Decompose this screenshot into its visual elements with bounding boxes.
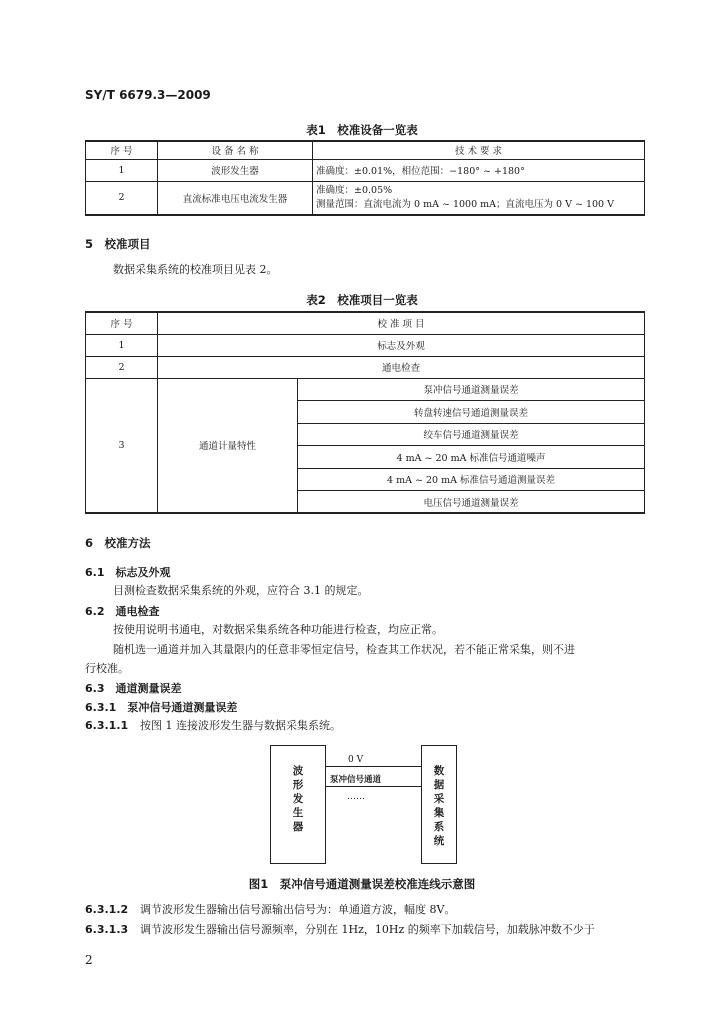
table1-caption: 表1 校准设备一览表: [306, 123, 418, 137]
t1-head-name: 设 备 名 称: [158, 141, 313, 159]
table2-caption: 表2 校准项目一览表: [306, 293, 418, 307]
t2-cell-subitem: 绞车信号通道测量误差: [298, 423, 645, 446]
figure1-caption: 图1 泵冲信号通道测量误差校准连线示意图: [248, 877, 476, 891]
pump-signal-label: 泵冲信号通道: [330, 775, 382, 785]
section63-title: 6.3 通道测量误差: [85, 682, 182, 695]
t2-cell-subitem: 4 mA ~ 20 mA 标准信号通道测量误差: [298, 468, 645, 491]
zero-volt-line: [325, 766, 421, 767]
step-6312-number: 6.3.1.2: [85, 903, 129, 916]
t2-cell-subitem: 电压信号通道测量误差: [298, 491, 645, 514]
t2-cell-subitem: 泵冲信号通道测量误差: [298, 378, 645, 401]
t2-head-no: 序 号: [86, 312, 158, 334]
t1-cell-name: 波形发生器: [158, 159, 313, 181]
step-6311-text: 按图 1 连接波形发生器与数据采集系统。: [140, 719, 341, 732]
section62-title: 6.2 通电检查: [85, 605, 160, 618]
section5-title: 5 校准项目: [85, 237, 151, 251]
table-row: [86, 356, 645, 378]
section631-title: 6.3.1 泵冲信号通道测量误差: [85, 701, 238, 714]
equipment-table: [85, 140, 645, 216]
t1-cell-name: 直流标准电压电流发生器: [158, 181, 313, 215]
waveform-generator-box: [270, 745, 326, 864]
t2-cell-item: 标志及外观: [158, 334, 645, 356]
t2-cell-no: 1: [86, 334, 158, 356]
t2-cell-no: 3: [86, 378, 158, 513]
t1-req-line: 测量范围：直流电流为 0 mA ~ 1000 mA；直流电压为 0 V ~ 100 V: [316, 198, 614, 210]
pump-signal-line: [325, 786, 421, 787]
step-6313-text: 调节波形发生器输出信号源频率，分别在 1Hz，10Hz 的频率下加载信号，加载脉冲数不少于: [140, 923, 595, 936]
more-channels-dots: ……: [347, 792, 365, 802]
t1-cell-req: [313, 181, 645, 215]
t1-cell-req: 准确度：±0.01%，相位范围：−180° ~ +180°: [313, 159, 645, 181]
calibration-items-table: [85, 311, 645, 514]
t2-cell-no: 2: [86, 356, 158, 378]
step-6313-number: 6.3.1.3: [85, 923, 129, 936]
zero-volt-label: 0 V: [348, 755, 364, 765]
table-row: [86, 334, 645, 356]
t2-head-item: 校 准 项 目: [158, 312, 645, 334]
section62-text2b: 行校准。: [85, 662, 129, 675]
t1-head-no: 序 号: [86, 141, 158, 159]
table-row: [86, 378, 645, 401]
t1-req-line: 准确度：±0.05%: [316, 184, 393, 196]
data-acquisition-label: 数据采集系统: [433, 765, 445, 847]
t2-cell-item: 通电检查: [158, 356, 645, 378]
waveform-generator-label: 波形发生器: [292, 765, 304, 833]
t1-cell-no: 2: [86, 181, 158, 215]
section6-title: 6 校准方法: [85, 536, 151, 550]
table-row: [86, 159, 645, 181]
step-6311-number: 6.3.1.1: [85, 719, 129, 732]
section61-title: 6.1 标志及外观: [85, 566, 171, 579]
table-row: [86, 181, 645, 215]
section5-text: 数据采集系统的校准项目见表 2。: [113, 263, 278, 276]
t2-cell-subitem: 转盘转速信号通道测量误差: [298, 401, 645, 424]
section62-text2a: 随机选一通道并加入其量限内的任意非零恒定信号，检查其工作状况，若不能正常采集，则不进: [113, 643, 575, 656]
section61-text: 目测检查数据采集系统的外观，应符合 3.1 的规定。: [113, 584, 369, 597]
t2-cell-group: 通道计量特性: [158, 378, 298, 513]
page-number: 2: [85, 953, 93, 967]
t1-cell-no: 1: [86, 159, 158, 181]
document-header: SY/T 6679.3—2009: [85, 88, 211, 102]
data-acquisition-box: [421, 745, 457, 864]
t1-head-req: 技 术 要 求: [313, 141, 645, 159]
section62-text1: 按使用说明书通电，对数据采集系统各种功能进行检查，均应正常。: [113, 623, 443, 636]
step-6312-text: 调节波形发生器输出信号源输出信号为：单通道方波，幅度 8V。: [140, 903, 456, 916]
t2-cell-subitem: 4 mA ~ 20 mA 标准信号通道噪声: [298, 446, 645, 469]
